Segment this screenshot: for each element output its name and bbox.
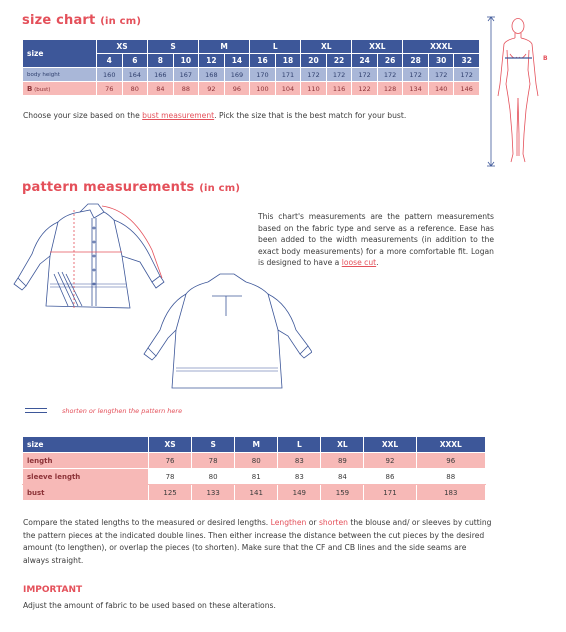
size-number-cell: 10 [173, 54, 199, 68]
pattern-size-header: XL [321, 437, 364, 453]
table-cell: 171 [275, 68, 301, 82]
size-number-cell: 14 [224, 54, 250, 68]
pattern-table-cell: 159 [321, 485, 364, 501]
table-cell: 88 [173, 82, 199, 96]
table-cell: 96 [224, 82, 250, 96]
size-number-cell: 22 [326, 54, 352, 68]
bust-figure-label: B [543, 55, 548, 62]
table-cell: 140 [428, 82, 454, 96]
pattern-table-cell: 171 [364, 485, 416, 501]
table-cell: 116 [326, 82, 352, 96]
table-cell: 168 [199, 68, 225, 82]
size-group: XXL [352, 40, 403, 54]
pattern-table-cell: 78 [149, 469, 192, 485]
table-cell: 110 [301, 82, 327, 96]
table-row-bust [23, 82, 480, 96]
size-group: M [199, 40, 250, 54]
pattern-table-cell: 88 [416, 469, 485, 485]
pattern-table-cell: 83 [278, 469, 321, 485]
size-note-prefix: Choose your size based on the [23, 111, 143, 120]
size-chart-table [22, 39, 480, 96]
pattern-table-cell: 133 [192, 485, 235, 501]
pattern-header-label: size [23, 437, 149, 453]
pattern-table-row [23, 469, 486, 485]
table-cell: 172 [403, 68, 429, 82]
table-cell: 172 [352, 68, 378, 82]
pattern-table-row [23, 485, 486, 501]
pattern-row-label: bust [23, 485, 149, 501]
pattern-table-cell: 89 [321, 453, 364, 469]
table-cell: 122 [352, 82, 378, 96]
double-line-legend-text: shorten or lengthen the pattern here [62, 407, 183, 415]
size-chart-title-text: size chart [22, 13, 96, 28]
size-chart-unit: (in cm) [100, 16, 142, 27]
pattern-title [22, 180, 240, 195]
row-label-body-height: body height [23, 68, 97, 82]
size-number-cell: 28 [403, 54, 429, 68]
pattern-table-body [23, 453, 486, 501]
pattern-description-end: . [376, 258, 379, 267]
table-cell: 84 [148, 82, 174, 96]
instructions-or: or [306, 518, 319, 527]
table-cell: 134 [403, 82, 429, 96]
table-cell: 160 [97, 68, 123, 82]
pattern-description [258, 211, 494, 269]
table-cell: 100 [250, 82, 276, 96]
instructions-paragraph [23, 517, 493, 567]
pattern-table-cell: 83 [278, 453, 321, 469]
size-number-cell: 18 [275, 54, 301, 68]
table-cell: 76 [97, 82, 123, 96]
table-cell: 167 [173, 68, 199, 82]
size-number-cell: 26 [377, 54, 403, 68]
bust-label: (bust) [34, 86, 51, 93]
size-group: L [250, 40, 301, 54]
pattern-table-cell: 183 [416, 485, 485, 501]
pattern-size-header: M [235, 437, 278, 453]
pattern-table-cell: 125 [149, 485, 192, 501]
size-number-cell: 32 [454, 54, 480, 68]
important-text: Adjust the amount of fabric to be used based on these alterations. [23, 601, 276, 610]
loose-cut-link[interactable]: loose cut [341, 258, 377, 267]
pattern-table-cell: 96 [416, 453, 485, 469]
pattern-size-header: L [278, 437, 321, 453]
size-chart-title [22, 13, 141, 28]
table-cell: 164 [122, 68, 148, 82]
size-note-suffix: . Pick the size that is the best match for your bust. [214, 111, 407, 120]
size-number-cell: 4 [97, 54, 123, 68]
table-cell: 104 [275, 82, 301, 96]
table-cell: 146 [454, 82, 480, 96]
double-line-legend-mark [25, 408, 47, 413]
instructions-text: Compare the stated lengths to the measured or desired lengths. [23, 518, 271, 527]
size-number-cell: 20 [301, 54, 327, 68]
pattern-size-header: XXL [364, 437, 416, 453]
pattern-description-text: This chart's measurements are the pattern measurements based on the fabric type and serve as a reference. Ease has been added to the width measurements (in addition to the exact body measurements) for a more comfortable fit. Logan is designed to have a [258, 212, 494, 267]
size-group: S [148, 40, 199, 54]
table-cell: 172 [428, 68, 454, 82]
important-heading: IMPORTANT [23, 585, 83, 595]
pattern-table-cell: 76 [149, 453, 192, 469]
size-group: XS [97, 40, 148, 54]
table-cell: 172 [377, 68, 403, 82]
bust-letter: B [27, 84, 33, 93]
size-group: XXXL [403, 40, 480, 54]
table-cell: 80 [122, 82, 148, 96]
bust-measurement-link[interactable]: bust measurement [142, 111, 215, 120]
pattern-measurements-table [22, 436, 486, 501]
pattern-table-cell: 86 [364, 469, 416, 485]
pattern-table-cell: 78 [192, 453, 235, 469]
pattern-table-cell: 80 [192, 469, 235, 485]
shorten-word: shorten [318, 518, 348, 527]
pattern-size-header: XXXL [416, 437, 485, 453]
body-figure-illustration [484, 14, 554, 170]
pattern-row-label: sleeve length [23, 469, 149, 485]
size-note [23, 110, 493, 122]
table-cell: 128 [377, 82, 403, 96]
pattern-header-row [23, 437, 486, 453]
pattern-unit: (in cm) [199, 183, 241, 194]
table-cell: 172 [454, 68, 480, 82]
blouse-back-illustration [142, 270, 312, 400]
pattern-table-row [23, 453, 486, 469]
size-group: XL [301, 40, 352, 54]
lengthen-word: Lengthen [270, 518, 307, 527]
size-number-cell: 16 [250, 54, 276, 68]
size-number-cell: 30 [428, 54, 454, 68]
size-group-row [23, 40, 480, 54]
pattern-table-cell: 149 [278, 485, 321, 501]
pattern-title-text: pattern measurements [22, 180, 195, 195]
size-number-cell: 24 [352, 54, 378, 68]
table-cell: 169 [224, 68, 250, 82]
table-cell: 172 [301, 68, 327, 82]
pattern-table-cell: 84 [321, 469, 364, 485]
pattern-size-header: XS [149, 437, 192, 453]
pattern-table-cell: 80 [235, 453, 278, 469]
size-header-label: size [23, 40, 97, 68]
pattern-table-cell: 92 [364, 453, 416, 469]
table-cell: 92 [199, 82, 225, 96]
table-cell: 166 [148, 68, 174, 82]
pattern-table-cell: 141 [235, 485, 278, 501]
table-row-body-height [23, 68, 480, 82]
table-cell: 172 [326, 68, 352, 82]
pattern-row-label: length [23, 453, 149, 469]
table-cell: 170 [250, 68, 276, 82]
row-label-bust [23, 82, 97, 96]
size-number-cell: 6 [122, 54, 148, 68]
instructions-rest: the blouse and/ or sleeves by cutting the pattern pieces at the indicated double lines. Then either increase the distance between the cut pieces by the desired amount (to lengthen), or overlap the pieces (to shorten). Make sure that the CF and CB lines and the side seams are always straight. [23, 518, 492, 565]
pattern-table-cell: 81 [235, 469, 278, 485]
size-number-cell: 8 [148, 54, 174, 68]
pattern-size-header: S [192, 437, 235, 453]
size-number-cell: 12 [199, 54, 225, 68]
